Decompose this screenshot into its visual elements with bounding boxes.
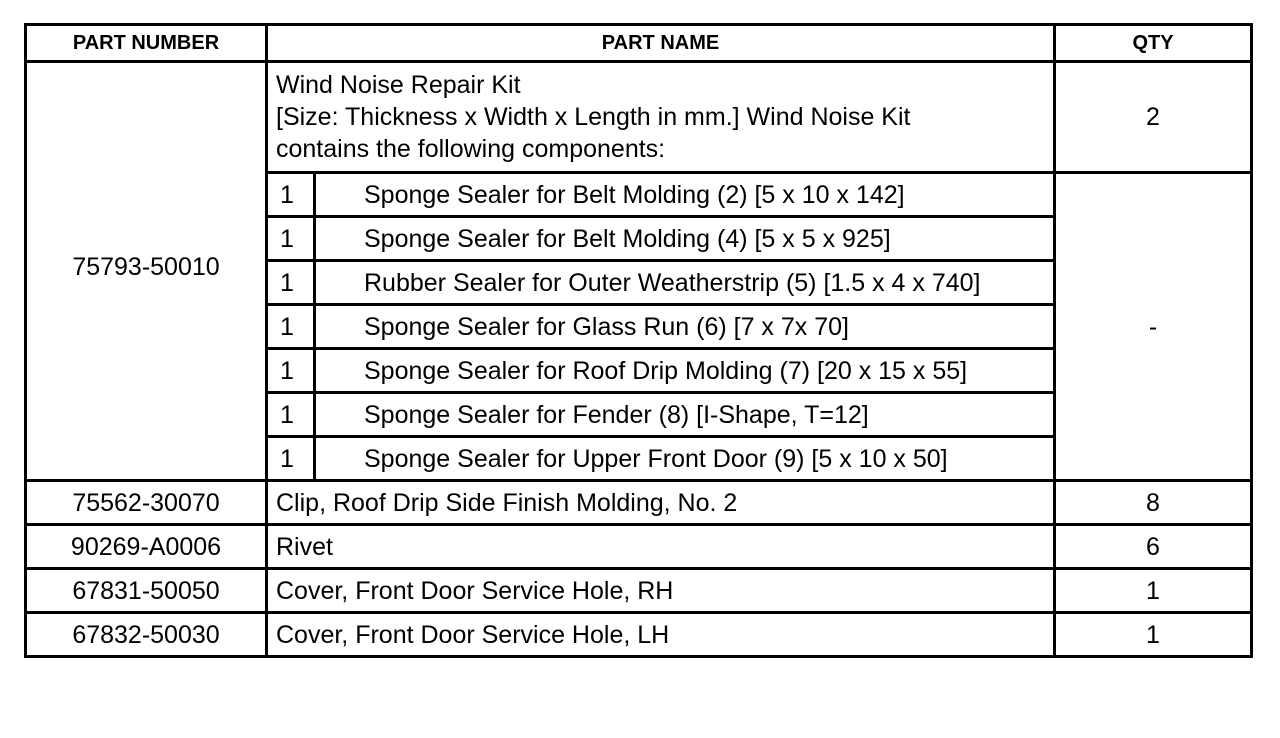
kit-contains-note: contains the following components: [276, 135, 666, 163]
part-qty: 6 [1055, 525, 1252, 569]
part-name: Clip, Roof Drip Side Finish Molding, No. 2 [267, 481, 1055, 525]
part-qty: 8 [1055, 481, 1252, 525]
component-count: 1 [267, 349, 315, 393]
kit-description [267, 62, 1055, 173]
part-number: 67831-50050 [26, 569, 267, 613]
component-name: Rubber Sealer for Outer Weatherstrip (5) [1.5 x 4 x 740] [315, 261, 1055, 305]
table-row [26, 481, 1252, 525]
header-part-name: PART NAME [267, 25, 1055, 62]
component-name: Sponge Sealer for Roof Drip Molding (7) [20 x 15 x 55] [315, 349, 1055, 393]
component-count: 1 [267, 437, 315, 481]
part-qty: 1 [1055, 613, 1252, 657]
kit-size-note: [Size: Thickness x Width x Length in mm.] Wind Noise Kit [276, 103, 911, 131]
kit-qty: 2 [1055, 62, 1252, 173]
component-count: 1 [267, 305, 315, 349]
part-name: Cover, Front Door Service Hole, RH [267, 569, 1055, 613]
kit-part-number: 75793-50010 [26, 62, 267, 481]
part-name: Cover, Front Door Service Hole, LH [267, 613, 1055, 657]
header-qty: QTY [1055, 25, 1252, 62]
component-name: Sponge Sealer for Belt Molding (4) [5 x 5 x 925] [315, 217, 1055, 261]
parts-table [24, 23, 1253, 658]
component-name: Sponge Sealer for Glass Run (6) [7 x 7x 70] [315, 305, 1055, 349]
kit-title: Wind Noise Repair Kit [276, 71, 521, 99]
part-name: Rivet [267, 525, 1055, 569]
component-count: 1 [267, 261, 315, 305]
table-row [26, 569, 1252, 613]
table-row [26, 613, 1252, 657]
part-qty: 1 [1055, 569, 1252, 613]
components-qty: - [1055, 173, 1252, 481]
header-row [26, 25, 1252, 62]
component-count: 1 [267, 217, 315, 261]
component-name: Sponge Sealer for Belt Molding (2) [5 x 10 x 142] [315, 173, 1055, 217]
part-number: 67832-50030 [26, 613, 267, 657]
component-count: 1 [267, 393, 315, 437]
table-row [26, 525, 1252, 569]
component-name: Sponge Sealer for Fender (8) [I-Shape, T=12] [315, 393, 1055, 437]
part-number: 75562-30070 [26, 481, 267, 525]
component-count: 1 [267, 173, 315, 217]
part-number: 90269-A0006 [26, 525, 267, 569]
component-name: Sponge Sealer for Upper Front Door (9) [5 x 10 x 50] [315, 437, 1055, 481]
kit-row [26, 62, 1252, 173]
header-part-number: PART NUMBER [26, 25, 267, 62]
